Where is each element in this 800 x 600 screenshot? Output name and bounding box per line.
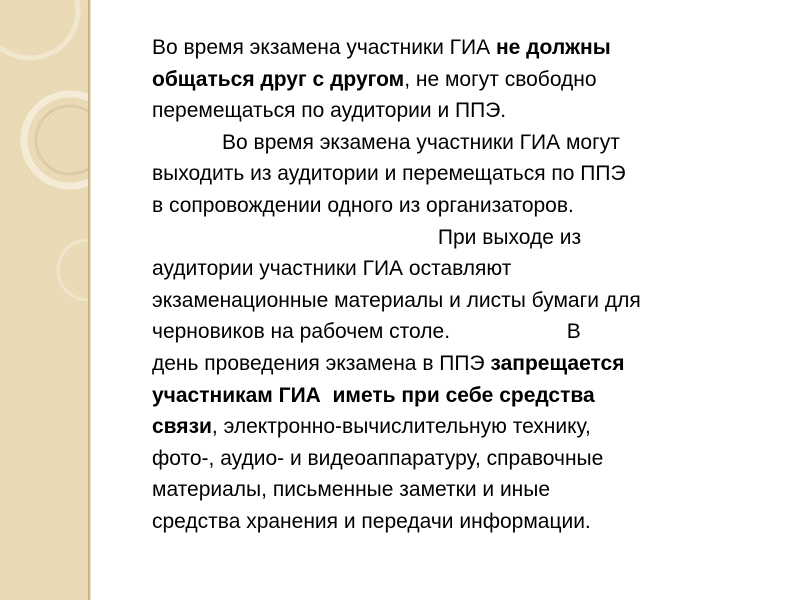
text-run: в сопровождении одного из организаторов. (152, 193, 574, 217)
text-run: При выходе из (152, 225, 582, 249)
text-run: день проведения экзамена в ППЭ (152, 351, 491, 375)
text-run: Во время экзамена участники ГИА могут (152, 130, 620, 154)
text-run: черновиков на рабочем столе. В (152, 320, 581, 344)
bold-text-run: не должны (495, 36, 611, 59)
text-run: экзаменационные материалы и листы бумаги для (152, 288, 641, 312)
text-run: Во время экзамена участники ГИА (152, 36, 496, 59)
text-run: , электронно-вычислительную технику, (211, 415, 591, 439)
slide-body-text (152, 32, 792, 538)
bold-text-run: запрещается (490, 351, 625, 375)
text-run: перемещаться по аудитории и ППЭ. (152, 99, 507, 123)
text-run: выходить из аудитории и перемещаться по ППЭ (152, 162, 626, 186)
side-panel-edge (88, 0, 91, 600)
text-run: аудитории участники ГИА оставляют (152, 257, 512, 281)
text-run: материалы, письменные заметки и иные (152, 478, 551, 502)
text-run: средства хранения и передачи информации. (152, 509, 591, 533)
bold-text-run: участникам ГИА иметь при себе средства (152, 383, 595, 407)
text-run: фото-, аудио- и видеоаппаратуру, справочные (152, 446, 604, 470)
decorative-side-panel (0, 0, 88, 600)
bold-text-run: общаться друг с другом (152, 67, 405, 91)
bold-text-run: связи (152, 415, 212, 439)
text-run: , не могут свободно (404, 67, 597, 91)
decorative-circles-icon (0, 0, 88, 600)
